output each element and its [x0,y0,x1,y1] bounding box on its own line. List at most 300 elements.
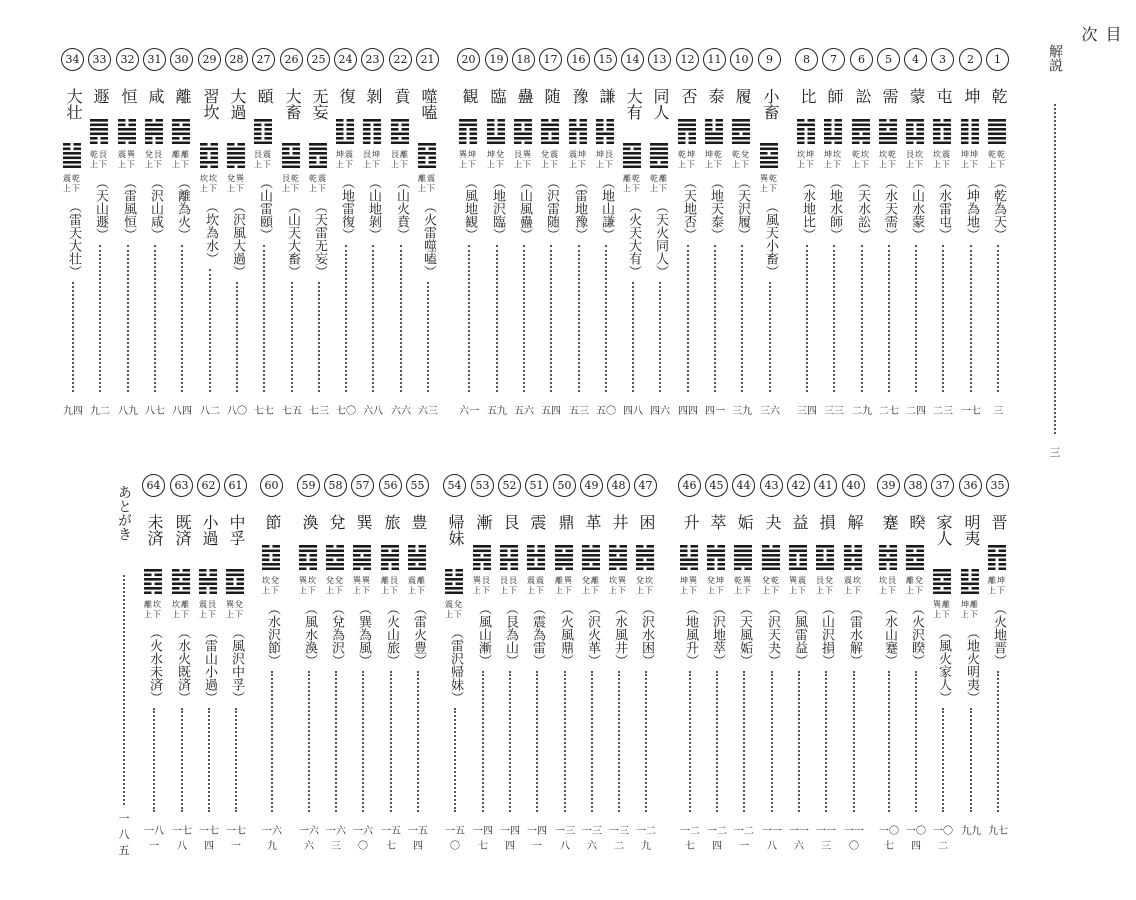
upper-trigram-name: 巽 [789,576,797,585]
yin-line-segment [906,550,914,553]
yang-line [381,545,399,548]
page-number: 六六 [391,406,411,417]
lower-trigram-name: 坎 [915,150,923,159]
upper-trigram-name: 乾 [90,150,98,159]
yin-line-segment [569,119,577,122]
upper-label: 上 [353,586,361,595]
yin-line-segment [487,133,495,136]
upper-label: 上 [707,586,715,595]
upper-trigram-name: 乾 [678,150,686,159]
hexagram-symbol-icon [199,568,217,594]
yang-line [760,166,778,169]
yang-line [762,563,780,566]
yin-line-segment [999,568,1007,571]
page-number: 一三八 [555,826,575,852]
yin-line-segment [961,574,969,577]
yin-line-segment [816,554,824,557]
page-number: 四六 [650,406,670,417]
trigram-note [879,150,899,170]
lower-label: 下 [970,160,978,169]
toc-entry[interactable] [677,474,703,852]
yin-line-segment [824,124,832,127]
toc-entry[interactable] [350,474,376,852]
upper-label: 上 [391,160,399,169]
yin-line-segment [716,124,724,127]
lower-trigram-name: 坤 [468,150,476,159]
upper-label: 上 [678,160,686,169]
lower-trigram-name: 艮 [390,576,398,585]
toc-entry[interactable] [813,474,839,852]
upper-trigram-name: 震 [63,174,71,183]
toc-entry[interactable] [849,48,875,420]
toc-entry[interactable] [552,474,578,852]
toc-entry[interactable] [251,48,277,420]
trigram-note [961,600,981,620]
yin-line-segment [374,137,382,140]
toc-entry[interactable] [702,48,728,420]
hexagram-symbol-icon [852,118,870,144]
yang-line [732,124,750,127]
hexagram-description: （風火家人） [936,626,951,704]
entry-number: 55 [406,474,429,497]
toc-entry[interactable] [786,474,812,852]
toc-entry[interactable] [378,474,404,852]
page-number: 四四 [678,406,698,417]
toc-entry[interactable] [593,48,619,420]
hexagram-name: 无妄 [310,88,329,120]
hexagram-symbol-icon [789,544,807,570]
yin-line-segment [863,142,871,145]
yang-line [879,137,897,140]
upper-label: 上 [844,586,852,595]
hexagram-name: 小過 [200,514,219,546]
yin-line-segment [172,124,180,127]
page-number: 一二一 [734,826,754,852]
toc-entry[interactable] [729,48,755,420]
yin-line-segment [101,137,109,140]
toc-entry[interactable] [259,474,285,852]
toc-entry[interactable] [958,474,984,840]
upper-trigram-name: 離 [988,576,996,585]
yin-line-segment [797,142,805,145]
entry-number: 20 [457,48,480,71]
toc-entry[interactable] [675,48,701,420]
page-number: 一六九 [262,826,282,852]
lower-label: 下 [523,160,531,169]
upper-trigram-name: 乾 [309,174,317,183]
entry-number: 40 [842,474,865,497]
lower-label: 下 [806,160,814,169]
hexagram-name: 謙 [597,88,616,104]
toc-entry[interactable] [606,474,632,852]
toc-entry[interactable] [497,474,523,852]
entry-number: 12 [676,48,699,71]
yin-line-segment [347,133,355,136]
yin-line-segment [320,157,328,160]
yin-line-segment [580,142,588,145]
toc-entry[interactable] [306,48,332,420]
trigram-note [381,576,401,596]
lower-trigram-name: 兌 [496,150,504,159]
toc-entry[interactable] [958,48,984,420]
upper-label: 上 [555,586,563,595]
toc-entry[interactable] [821,48,847,420]
yang-line [705,142,723,145]
trigram-note [988,150,1008,170]
leader-dots [771,671,773,812]
hexagram-name: 否 [679,88,698,104]
page-number: 一一六 [789,826,809,852]
trigram-note [680,576,700,596]
toc-entry[interactable] [415,48,441,420]
lower-label: 下 [825,586,833,595]
toc-entry[interactable] [197,48,223,420]
toc-entry[interactable] [224,48,250,420]
yang-line [487,137,505,140]
yang-line [381,554,399,557]
yin-line-segment [498,119,506,122]
hexagram-symbol-icon [734,544,752,570]
yin-line-segment [789,563,797,566]
toc-entry[interactable] [279,48,305,420]
yin-line-segment [999,559,1007,562]
yin-line-segment [680,545,688,548]
yin-line-segment [310,559,318,562]
hexagram-symbol-icon [353,544,371,570]
leader-dots [942,245,944,392]
toc-entry[interactable] [405,474,431,852]
yin-line-segment [63,148,71,151]
yin-line-segment [972,578,980,581]
trigram-note [569,150,589,170]
leader-dots [153,708,155,812]
upper-trigram-name: 乾 [988,150,996,159]
hexagram-name: 大畜 [283,88,302,120]
toc-entry[interactable] [442,474,468,852]
toc-entry[interactable] [484,48,510,420]
leader-dots [833,245,835,392]
yang-line [852,124,870,127]
yin-line-segment [210,592,218,595]
toc-entry[interactable] [360,48,386,420]
yang-line [459,124,477,127]
toc-entry[interactable] [633,474,659,852]
yin-line-segment [732,133,740,136]
toc-entry[interactable] [985,48,1011,420]
lower-trigram-name: 巽 [523,150,531,159]
hexagram-name: 姤 [735,514,754,530]
lower-label: 下 [345,160,353,169]
lower-label: 下 [659,184,667,193]
trigram-note [541,150,561,170]
yin-line-segment [707,559,715,562]
entry-number: 4 [904,48,927,71]
lower-label: 下 [578,160,586,169]
upper-trigram-name: 巽 [459,150,467,159]
entry-number: 38 [904,474,927,497]
yin-line-segment [418,157,426,160]
hexagram-name: 巽 [354,514,373,530]
yin-line-segment [890,568,898,571]
yin-line-segment [429,157,437,160]
leader-dots [308,671,310,812]
trigram-note [732,150,752,170]
page-number: 七五 [282,406,302,417]
toc-entry[interactable] [985,474,1011,840]
yin-line-segment [364,554,372,557]
toc-entry[interactable] [333,48,359,420]
leader-dots [362,671,364,812]
toc-entry[interactable] [169,48,195,420]
trigram-note [200,174,220,194]
upper-label: 上 [408,586,416,595]
yin-line-segment [487,128,495,131]
toc-entry[interactable] [60,48,86,420]
hexagram-symbol-icon [445,568,463,594]
hexagram-name: 恒 [119,88,138,104]
yin-line-segment [808,128,816,131]
yin-line-segment [262,554,270,557]
upper-label: 上 [326,586,334,595]
toc-entry[interactable] [142,48,168,420]
upper-trigram-name: 艮 [500,576,508,585]
yin-line-segment [211,157,219,160]
yin-line-segment [580,137,588,140]
hexagram-name: 頤 [255,88,274,104]
toc-entry[interactable] [930,474,956,852]
yang-line [144,569,162,572]
trigram-note [906,150,926,170]
toc-entry[interactable] [223,474,249,852]
hexagram-description: （火沢睽） [909,602,924,667]
yin-line-segment [636,568,644,571]
yin-line-segment [944,137,952,140]
yin-line-segment [972,119,980,122]
page-number: 三三 [824,406,844,417]
toc-entry[interactable] [196,474,222,852]
leader-dots [714,245,716,392]
yin-line-segment [569,133,577,136]
yin-line-segment [835,133,843,136]
page-number: 一二九 [636,826,656,852]
upper-trigram-name: 兌 [707,576,715,585]
hexagram-name: 豫 [570,88,589,104]
yin-line-segment [933,119,941,122]
hexagram-name: 観 [460,88,479,104]
toc-entry[interactable] [323,474,349,852]
toc-entry[interactable] [470,474,496,852]
lower-trigram-name: 震 [942,150,950,159]
upper-label: 上 [680,586,688,595]
yin-line-segment [211,143,219,146]
entry-number: 42 [787,474,810,497]
hexagram-symbol-icon [650,142,668,168]
yang-line [852,128,870,131]
leader-dots [564,671,566,812]
yang-line [988,119,1006,122]
yin-line-segment [498,124,506,127]
upper-label: 上 [299,586,307,595]
yin-line-segment [552,137,560,140]
yin-line-segment [254,124,262,127]
toc-entry[interactable] [566,48,592,420]
toc-entry[interactable] [759,474,785,852]
toc-entry[interactable] [388,48,414,420]
upper-trigram-name: 離 [906,576,914,585]
yin-line-segment [500,550,508,553]
toc-entry[interactable] [903,48,929,420]
entry-number: 48 [607,474,630,497]
yang-line [988,545,1006,548]
toc-entry[interactable] [876,474,902,852]
yang-line [118,133,136,136]
yin-line-segment [808,142,816,145]
toc-entry[interactable] [456,48,482,420]
hexagram-symbol-icon [500,544,518,570]
yin-line-segment [118,119,126,122]
upper-trigram-name: 坤 [824,150,832,159]
yin-line-segment [988,550,996,553]
toc-entry[interactable] [731,474,757,852]
toc-entry[interactable] [538,48,564,420]
yin-line-segment [827,550,835,553]
leader-dots [291,282,293,392]
yin-line-segment [265,133,273,136]
toc-entry[interactable] [115,48,141,420]
yin-line-segment [607,142,615,145]
toc-entry[interactable] [296,474,322,852]
yin-line-segment [402,124,410,127]
entry-number: 2 [959,48,982,71]
upper-label: 上 [933,610,941,619]
upper-trigram-name: 坎 [879,576,887,585]
lower-label: 下 [970,610,978,619]
toc-entry[interactable] [794,48,820,420]
upper-trigram-name: 坤 [487,150,495,159]
toc-entry[interactable] [87,48,113,420]
trigram-note [309,174,329,194]
upper-label: 上 [623,184,631,193]
yang-line [227,157,245,160]
yin-line-segment [647,568,655,571]
lower-trigram-name: 離 [591,576,599,585]
toc-entry[interactable] [841,474,867,852]
toc-entry[interactable] [169,474,195,852]
upper-label: 上 [514,160,522,169]
yang-line [879,142,897,145]
yin-line-segment [743,133,751,136]
yin-line-segment [538,563,546,566]
yin-line-segment [199,569,207,572]
yin-line-segment [527,550,535,553]
toc-entry[interactable] [141,474,167,852]
toc-entry[interactable] [647,48,673,420]
yin-line-segment [917,128,925,131]
yang-line [144,578,162,581]
yin-line-segment [582,545,590,548]
toc-entry-kaisetsu[interactable] [1045,44,1065,459]
hexagram-description: （坎為水） [203,200,218,265]
yang-line [582,550,600,553]
hexagram-name: 大有 [624,88,643,120]
toc-entry[interactable] [524,474,550,852]
yin-line-segment [555,550,563,553]
lower-trigram-name: 坤 [970,150,978,159]
yin-line-segment [650,161,658,164]
hexagram-description: （沢天夬） [765,602,780,667]
lower-trigram-name: 巽 [618,576,626,585]
yang-line [309,143,327,146]
kaisetsu-label: 解説 [1047,44,1063,72]
leader-dots [345,245,347,392]
trigram-note [408,576,428,596]
hexagram-description: （震為雷） [530,602,545,667]
page-number: 八七 [145,406,165,417]
page-number: 一六〇 [353,826,373,852]
lower-trigram-name: 震 [345,150,353,159]
hexagram-name: 訟 [853,88,872,104]
toc-entry[interactable] [757,48,783,420]
toc-entry-atogaki[interactable] [114,485,134,857]
upper-trigram-name: 艮 [514,150,522,159]
kaisetsu-page: 三 [1049,446,1061,459]
yin-line-segment [200,157,208,160]
hexagram-description: （火風鼎） [558,602,573,667]
yang-line [527,554,545,557]
yin-line-segment [374,133,382,136]
entry-number: 49 [580,474,603,497]
toc-entry[interactable] [620,48,646,420]
yin-line-segment [183,569,191,572]
entry-number: 32 [116,48,139,71]
lower-label: 下 [468,160,476,169]
leader-dots [659,282,661,392]
hexagram-description: （火雷噬嗑） [421,200,436,278]
entry-number: 36 [959,474,982,497]
lower-trigram-name: 坎 [153,600,161,609]
toc-entry[interactable] [903,474,929,852]
trigram-note [282,174,302,194]
toc-entry[interactable] [579,474,605,852]
yang-line [199,578,217,581]
hexagram-symbol-icon [596,118,614,144]
trigram-note [762,576,782,596]
upper-label: 上 [172,610,180,619]
trigram-note [227,174,247,194]
toc-entry[interactable] [704,474,730,852]
yin-line-segment [620,554,628,557]
toc-entry[interactable] [876,48,902,420]
entry-number: 45 [705,474,728,497]
yin-line-segment [293,152,301,155]
toc-entry[interactable] [930,48,956,420]
page-number: 一一八 [762,826,782,852]
hexagram-description: （雷地豫） [572,176,587,241]
yin-line-segment [473,563,481,566]
hexagram-description: （雷沢帰妹） [448,626,463,704]
hexagram-symbol-icon [473,544,491,570]
yang-line [541,124,559,127]
leader-dots [888,245,890,392]
hexagram-description: （火天大有） [626,200,641,278]
leader-dots [235,708,237,812]
toc-entry[interactable] [511,48,537,420]
yin-line-segment [418,148,426,151]
upper-label: 上 [418,184,426,193]
trigram-note [90,150,110,170]
yang-line [816,568,834,571]
yang-line [762,559,780,562]
